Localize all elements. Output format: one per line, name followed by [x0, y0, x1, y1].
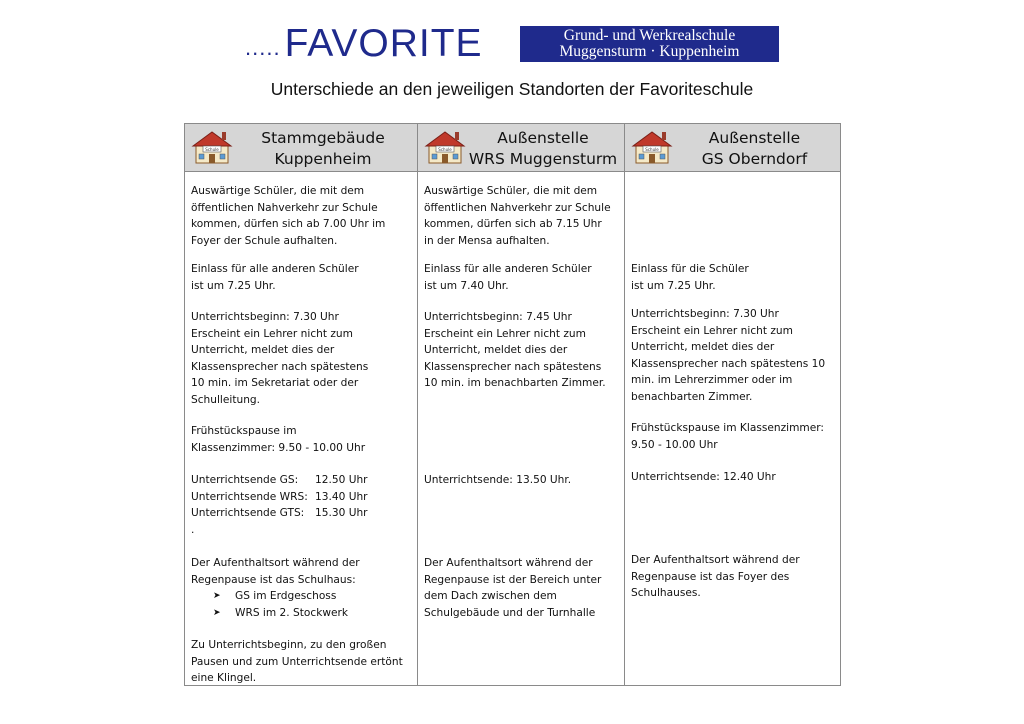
rain-break-text: Der Aufenthaltsort während der Regenpause ist der Bereich unter dem Dach zwischen dem Schulgebäude und der Turnhalle — [424, 557, 602, 619]
entry-text: Einlass für alle anderen Schüler ist um 7.40 Uhr. — [424, 263, 592, 292]
header-title: Stammgebäude — [261, 129, 385, 147]
entry-text: Einlass für alle anderen Schüler ist um 7.25 Uhr. — [191, 263, 359, 292]
arrow-bullet-icon: ➤ — [213, 591, 221, 602]
logo-school-line2: Muggensturm · Kuppenheim — [559, 43, 740, 60]
lesson-end-text: Unterrichtsende: 12.40 Uhr — [631, 471, 776, 483]
svg-text:Schule: Schule — [645, 147, 659, 152]
svg-text:Schule: Schule — [438, 147, 452, 152]
header-kuppenheim — [185, 124, 418, 172]
lesson-start-text: Unterrichtsbeginn: 7.30 Uhr Erscheint ein Lehrer nicht zum Unterricht, meldet dies der Klassensprecher nach spätestens 10 min. im Lehrerzimmer oder im benachbarten Zimmer. — [631, 308, 826, 403]
header-subtitle: GS Oberndorf — [701, 150, 808, 168]
bullet-item: ➤ WRS im 2. Stockwerk — [191, 605, 413, 622]
breakfast-break-text: Frühstückspause im Klassenzimmer: 9.50 - 10.00 Uhr — [191, 425, 366, 454]
svg-text:Schule: Schule — [205, 147, 219, 152]
cell-kuppenheim — [185, 172, 418, 686]
lesson-end-list: Unterrichtsende GS: 12.50 Uhr Unterrichtsende WRS: 13.40 Uhr Unterrichtsende GTS: 15.30 Uhr . — [191, 472, 413, 538]
lesson-end-row: Unterrichtsende GTS: 15.30 Uhr — [191, 507, 368, 520]
bell-text: Zu Unterrichtsbeginn, zu den großen Pausen und zum Unterrichtsende ertönt eine Klingel. — [191, 639, 403, 685]
school-house-icon — [424, 129, 466, 165]
logo-school-box — [520, 26, 779, 62]
lesson-end-row: Unterrichtsende GS: 12.50 Uhr — [191, 474, 368, 486]
header-oberndorf — [625, 124, 841, 172]
bullet-item: ➤ GS im Erdgeschoss — [191, 588, 413, 605]
cell-muggensturm — [418, 172, 625, 686]
header-subtitle: Kuppenheim — [274, 150, 372, 168]
entry-text: Einlass für die Schüler ist um 7.25 Uhr. — [631, 263, 749, 292]
lesson-end-row: Unterrichtsende WRS: 13.40 Uhr — [191, 490, 368, 503]
header-muggensturm — [418, 124, 625, 172]
early-arrival-text: Auswärtige Schüler, die mit dem öffentlichen Nahverkehr zur Schule kommen, dürfen sich ab 7.15 Uhr in der Mensa aufhalten. — [424, 185, 611, 247]
breakfast-break-text: Frühstückspause im Klassenzimmer: 9.50 - 10.00 Uhr — [631, 422, 824, 451]
rain-break-text: Der Aufenthaltsort während der Regenpause ist das Foyer des Schulhauses. — [631, 554, 800, 600]
rain-break-text: Der Aufenthaltsort während der Regenpause ist das Schulhaus: ➤ GS im Erdgeschoss ➤ WRS im 2. Stockwerk — [191, 555, 413, 621]
lesson-end-text: Unterrichtsende: 13.50 Uhr. — [424, 474, 572, 486]
lesson-start-text: Unterrichtsbeginn: 7.30 Uhr Erscheint ein Lehrer nicht zum Unterricht, meldet dies der Klassensprecher nach spätestens 10 min. im Sekretariat oder der Schulleitung. — [191, 311, 369, 406]
logo-school-line1: Grund- und Werkrealschule — [563, 27, 736, 44]
school-house-icon — [191, 129, 233, 165]
arrow-bullet-icon: ➤ — [213, 607, 221, 618]
header-title: Außenstelle — [497, 129, 589, 147]
school-house-icon — [631, 129, 673, 165]
logo-wordmark: FAVORITE — [284, 22, 483, 65]
page-title: Unterschiede an den jeweiligen Standorten der Favoriteschule — [270, 79, 754, 99]
early-arrival-text: Auswärtige Schüler, die mit dem öffentlichen Nahverkehr zur Schule kommen, dürfen sich ab 7.00 Uhr im Foyer der Schule aufhalten. — [191, 185, 386, 247]
header-subtitle: WRS Muggensturm — [468, 150, 618, 168]
school-logo — [245, 22, 740, 65]
lesson-start-text: Unterrichtsbeginn: 7.45 Uhr Erscheint ein Lehrer nicht zum Unterricht, meldet dies der Klassensprecher nach spätestens 10 min. im benachbarten Zimmer. — [424, 311, 606, 390]
header-title: Außenstelle — [708, 129, 801, 147]
comparison-table — [184, 123, 841, 686]
logo-dots: ..... — [245, 35, 281, 60]
cell-oberndorf — [625, 172, 841, 686]
